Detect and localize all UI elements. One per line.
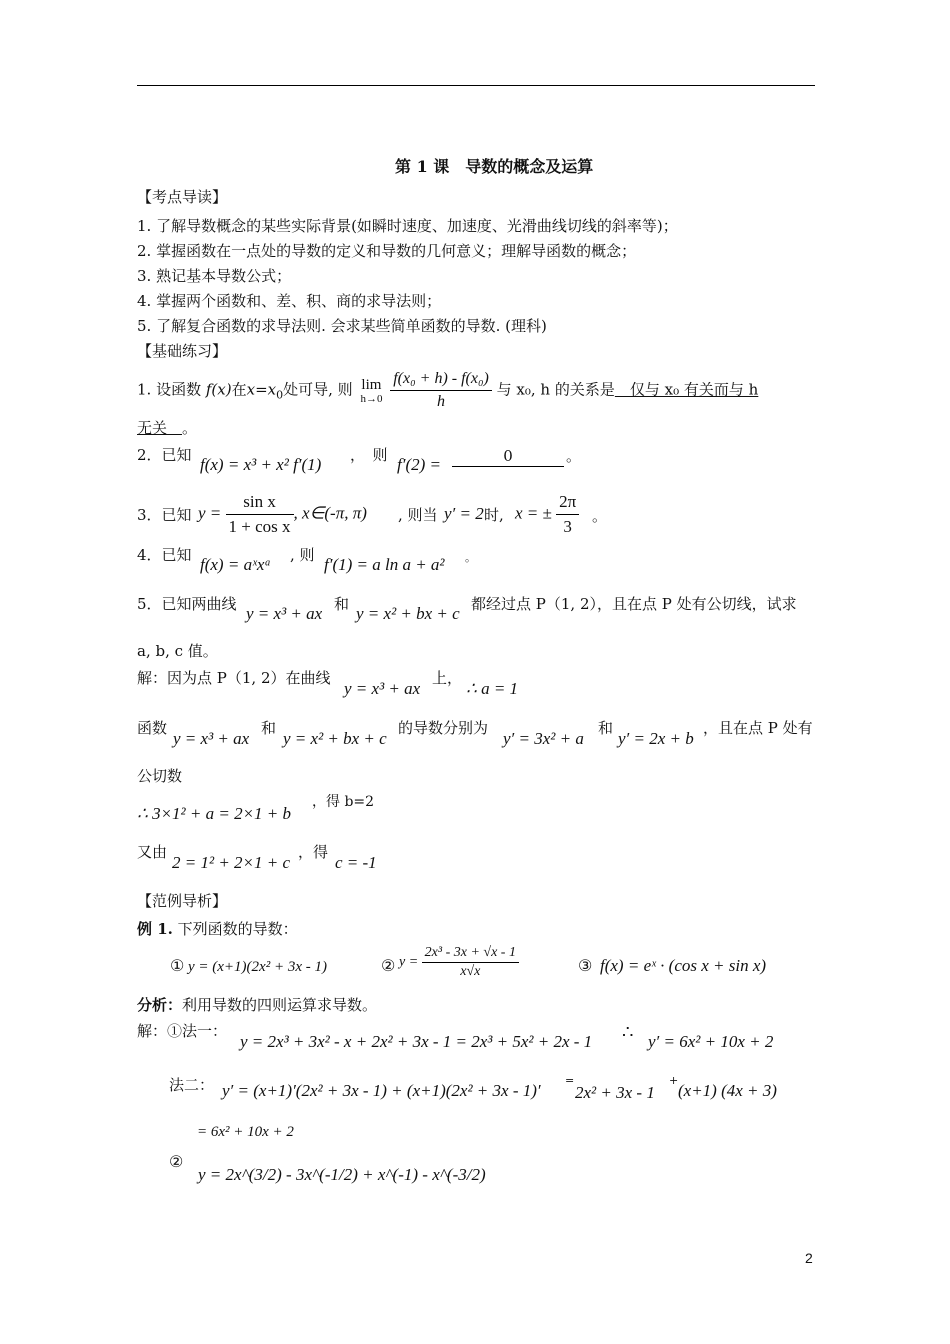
sol5-l2-curve2: y = x² + bx + c (283, 729, 387, 748)
q2-answer-value: 0 (503, 447, 513, 465)
sol5-l5-equation: 2 = 1² + 2×1 + c (172, 853, 291, 872)
analysis-label: 分析： (137, 996, 183, 1014)
solution-method2-label: 法二： (169, 1076, 215, 1094)
q5-prefix: 5．已知两曲线 (137, 595, 237, 613)
q1-fx: f(x) (205, 380, 232, 399)
q4-prefix: 4．已知 (137, 546, 192, 564)
solution-therefore: ∴ (622, 1022, 634, 1043)
section-fanli: 【范例导析】 (137, 892, 228, 910)
solution-method1: y = 2x³ + 3x² - x + 2x² + 3x - 1 = 2x³ + 5x² + 2x - 1 (240, 1032, 593, 1051)
q1-numerator: f(x₀ + h) - f(x₀) (390, 368, 492, 391)
q2-lhs: f′(2) = (397, 455, 441, 474)
q4-end: 。 (465, 551, 476, 564)
example-1-f2-numerator: 2x³ - 3x + √x - 1 (422, 944, 519, 963)
example-1-heading (137, 919, 298, 939)
sol5-l2-rest: ，且在点 P 处有 (703, 719, 813, 737)
q1-lim: lim (361, 376, 382, 393)
q1-limit (357, 377, 385, 405)
q4-formula: f(x) = aˣxᵃ (200, 555, 272, 574)
page-title: 第 1 课 导数的概念及运算 (395, 157, 594, 176)
q1-denominator: h (437, 393, 446, 410)
q4-answer: f′(1) = a ln a + a² (324, 555, 445, 574)
q3-prefix: 3．已知 (137, 506, 192, 524)
q1-line (137, 368, 758, 417)
kaodian-item-5: 5. 了解复合函数的求导法则. 会求某些简单函数的导数. (理科) (137, 317, 547, 335)
q3-y: y = (198, 503, 222, 523)
q5-rest: 都经过点 P（1, 2），且在点 P 处有公切线，试求 (471, 595, 797, 613)
sol5-l2-and: 和 (261, 719, 277, 737)
sol5-l2-curve1: y = x³ + ax (173, 729, 250, 748)
q3-fraction (226, 490, 294, 539)
analysis (137, 995, 377, 1015)
q3-mid2: 时, (484, 506, 504, 524)
q3-answer-denominator: 3 (563, 517, 572, 536)
q2-mid: ， 则 (350, 446, 388, 464)
q5-curve2: y = x² + bx + c (356, 604, 460, 623)
q3-answer-numerator: 2π (556, 490, 579, 515)
example-1-f2-fraction (422, 944, 519, 981)
solution-prefix: 解：①法一： (137, 1022, 228, 1040)
q3-cond: y′ = 2 (444, 504, 484, 523)
q1-mid: 在 (231, 380, 247, 399)
solution-method2-b: 2x² + 3x - 1 (575, 1083, 655, 1102)
sol5-l2-deriv1: y′ = 3x² + a (503, 729, 584, 748)
q3-domain: , x∈(-π, π) (293, 503, 367, 523)
example-1-text: 下列函数的导数： (177, 920, 298, 938)
q3-answer-lhs: x = ± (515, 503, 552, 523)
example-1-f1: y = (x+1)(2x² + 3x - 1) (188, 959, 327, 975)
solution-method2-c: (x+1) (4x + 3) (678, 1081, 777, 1100)
solution-method2-eq: = (565, 1074, 575, 1087)
solution-method2-result: = 6x² + 10x + 2 (197, 1124, 294, 1140)
sol5-l1-curve: y = x³ + ax (344, 679, 421, 698)
q5-and: 和 (334, 595, 350, 613)
q2-end: 。 (566, 447, 582, 465)
q3-answer (515, 490, 579, 539)
solution-method1-result: y′ = 6x² + 10x + 2 (648, 1032, 774, 1051)
analysis-text: 利用导数的四则运算求导数。 (182, 996, 378, 1014)
section-kaodian: 【考点导读】 (137, 188, 228, 206)
kaodian-item-3: 3. 熟记基本导数公式； (137, 267, 292, 285)
example-1-f2-mark: ② (381, 956, 396, 975)
kaodian-item-2: 2. 掌握函数在一点处的导数的定义和导数的几何意义；理解导函数的概念； (137, 242, 637, 260)
example-1-f1-mark: ① (170, 956, 185, 975)
q1-relation: 与 x₀, h 的关系是 (496, 380, 615, 399)
solution-part2-mark: ② (169, 1152, 184, 1171)
q4-mid: , 则 (290, 546, 315, 564)
example-1-f3-mark: ③ (578, 956, 593, 975)
sol5-l4-equation: ∴ 3×1² + a = 2×1 + b (137, 804, 292, 823)
sol5-l5-mid: ，得 (298, 843, 329, 861)
solution-part2: y = 2x^(3/2) - 3x^(-1/2) + x^(-1) - x^(-3/2) (198, 1165, 486, 1184)
sol5-l1-on: 上， (432, 669, 463, 687)
sol5-l1-prefix: 解：因为点 P（1, 2）在曲线 (137, 669, 331, 687)
example-1-f2 (399, 944, 519, 981)
example-1-f2-y: y = (399, 954, 419, 970)
q5-line2: a, b, c 值。 (137, 642, 218, 660)
page-number: 2 (805, 1250, 813, 1266)
kaodian-item-1: 1. 了解导数概念的某些实际背景(如瞬时速度、加速度、光滑曲线切线的斜率等)； (137, 217, 678, 235)
q1-answer-part1: 仅与 x₀ 有关而与 h (614, 380, 759, 399)
sol5-l1-result: ∴ a = 1 (466, 679, 519, 698)
header-rule (137, 85, 815, 86)
q2-answer (452, 446, 564, 467)
sol5-l2-mid: 的导数分别为 (398, 719, 489, 737)
q1-answer-line2 (137, 418, 197, 438)
sol5-l2-deriv2: y′ = 2x + b (618, 729, 694, 748)
q3-denominator: 1 + cos x (228, 517, 291, 536)
sol5-l2-prefix: 函数 (137, 719, 168, 737)
sol5-l3: 公切数 (137, 767, 183, 785)
sol5-l2-and2: 和 (598, 719, 614, 737)
sol5-l5-prefix: 又由 (137, 843, 168, 861)
sol5-l4-result: ，得 b=2 (312, 794, 375, 810)
example-1-f2-denominator: x√x (460, 964, 481, 979)
q1-lim-sub: h→0 (360, 392, 383, 405)
kaodian-item-4: 4. 掌握两个函数和、差、积、商的求导法则； (137, 292, 442, 310)
q1-cond-sub: 0 (276, 388, 284, 402)
q3-numerator: sin x (226, 490, 294, 515)
q1-end: 。 (182, 419, 198, 437)
q3-end: 。 (592, 507, 608, 525)
solution-method2-a: y′ = (x+1)′(2x² + 3x - 1) + (x+1)(2x² + 3x - 1)′ (222, 1081, 541, 1100)
q1-answer-part2: 无关 (137, 419, 183, 437)
q5-curve1: y = x³ + ax (246, 604, 323, 623)
q1-fraction (390, 368, 492, 413)
sol5-l5-result: c = -1 (335, 853, 377, 872)
q3-formula (198, 490, 367, 539)
example-1-f3: f(x) = eˣ · (cos x + sin x) (600, 956, 767, 975)
q2-prefix: 2．已知 (137, 446, 192, 464)
q3-mid: , 则当 (398, 506, 438, 524)
solution-method2-plus: + (669, 1074, 679, 1087)
example-1-label: 例 1. (137, 920, 173, 938)
q1-cond: x=x (246, 380, 277, 399)
q1-mid2: 处可导, 则 (283, 380, 353, 399)
q1-prefix: 1. 设函数 (137, 380, 202, 399)
q3-answer-fraction (556, 490, 579, 539)
section-jichu: 【基础练习】 (137, 342, 228, 360)
q2-formula: f(x) = x³ + x² f′(1) (200, 455, 322, 474)
